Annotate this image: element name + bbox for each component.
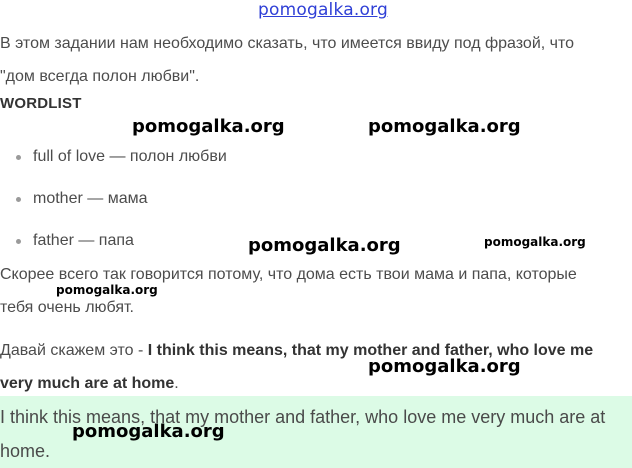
bullet-icon [16,239,21,244]
bullet-icon [16,155,21,160]
explanation-text: Скорее всего так говорится потому, что дома есть твои мама и папа, которые тебя очень любят. [0,266,577,316]
header-watermark-link[interactable]: pomogalka.org [258,0,388,20]
watermark: pomogalka.org [132,116,285,137]
wordlist-item-text: full of love — полон любви [33,148,227,165]
wordlist-heading: WORDLIST [0,95,82,112]
watermark: pomogalka.org [248,235,401,256]
watermark: pomogalka.org [484,235,586,249]
say-suffix: . [174,375,179,392]
wordlist-item-text: mother — мама [33,190,148,207]
wordlist [0,138,227,264]
wordlist-item-text: father — папа [33,232,134,249]
answer-text: I think this means, that my mother and father, who love me very much are at home. [0,407,606,461]
watermark: pomogalka.org [368,116,521,137]
say-bold-text: I think this means, that my mother and father, who love me very much are at home [0,342,594,392]
intro-paragraph [0,27,574,93]
watermark: pomogalka.org [368,356,521,377]
say-prefix: Давай скажем это - [0,342,148,359]
wordlist-item [0,138,227,180]
watermark: pomogalka.org [56,283,158,297]
watermark: pomogalka.org [72,421,225,442]
bullet-icon [16,197,21,202]
intro-text: В этом задании нам необходимо сказать, что имеется ввиду под фразой, что "дом всегда полон любви". [0,35,575,85]
wordlist-item [0,180,227,222]
